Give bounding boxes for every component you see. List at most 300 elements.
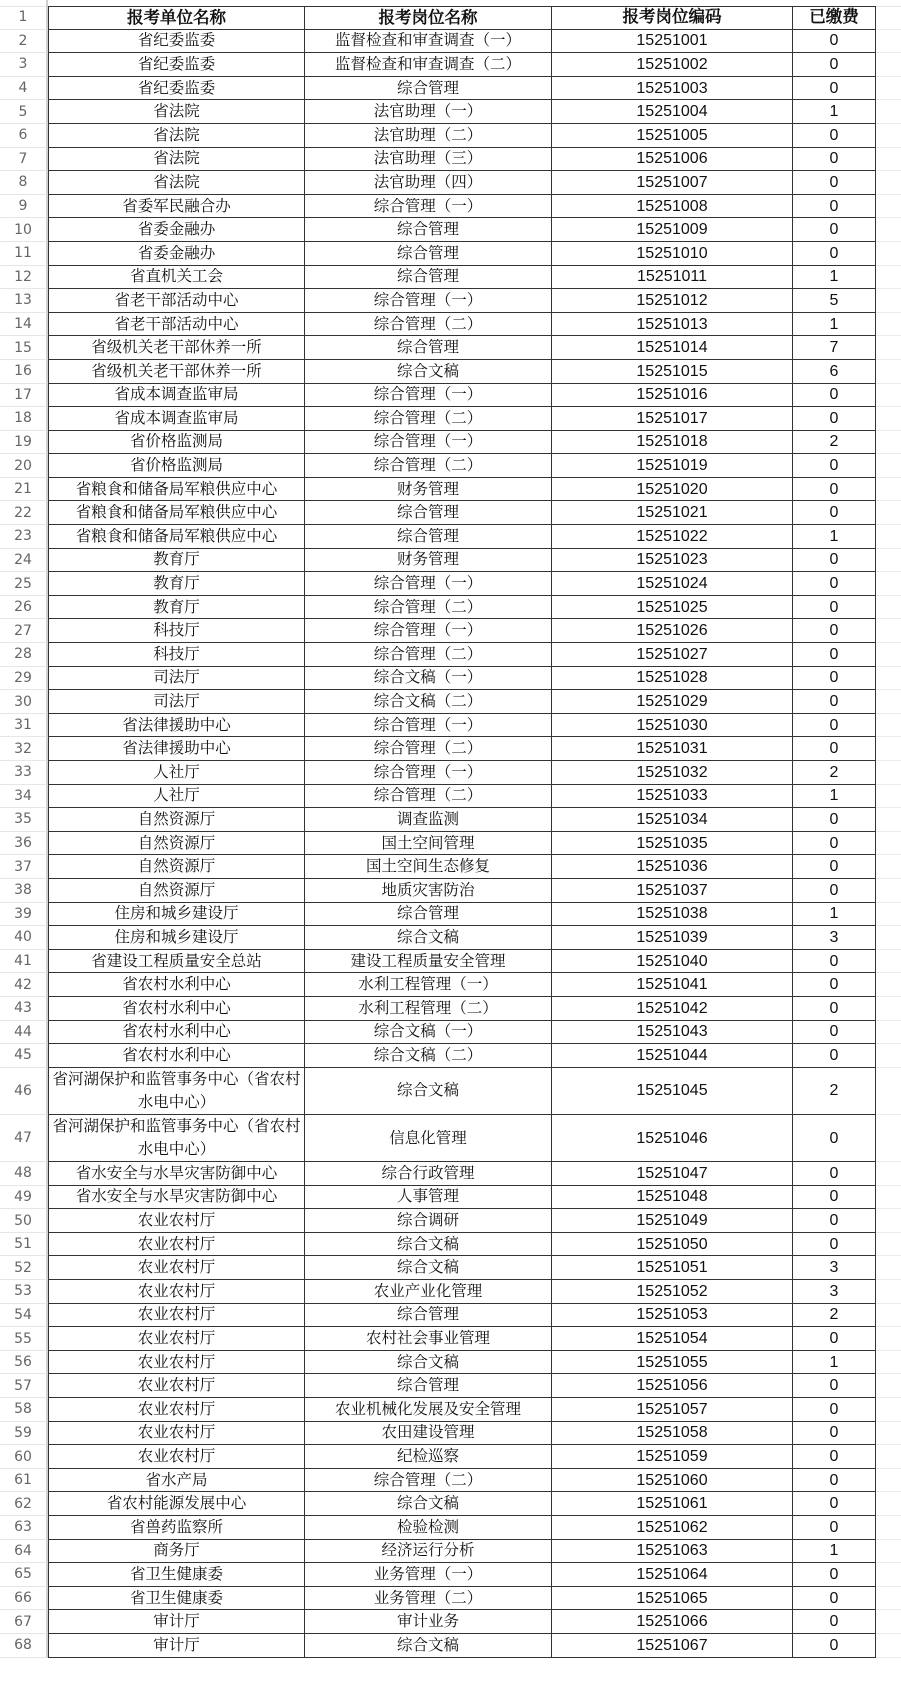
cell-post-code[interactable]: 15251047 — [552, 1162, 793, 1186]
cell-paid-count[interactable]: 0 — [793, 596, 876, 620]
cell-post-code[interactable]: 15251067 — [552, 1634, 793, 1658]
cell-post-name[interactable]: 综合文稿（一） — [305, 667, 552, 691]
empty-cell[interactable] — [876, 289, 901, 313]
empty-cell[interactable] — [876, 1021, 901, 1045]
cell-unit-name[interactable]: 科技厅 — [48, 643, 305, 667]
cell-post-code[interactable]: 15251015 — [552, 360, 793, 384]
cell-paid-count[interactable]: 0 — [793, 124, 876, 148]
cell-post-name[interactable]: 综合管理（二） — [305, 737, 552, 761]
row-number[interactable]: 10 — [0, 218, 48, 242]
cell-post-code[interactable]: 15251045 — [552, 1068, 793, 1115]
cell-paid-count[interactable]: 0 — [793, 478, 876, 502]
row-number[interactable]: 39 — [0, 903, 48, 927]
cell-unit-name[interactable]: 省河湖保护和监管事务中心（省农村水电中心） — [48, 1115, 305, 1162]
cell-unit-name[interactable]: 住房和城乡建设厅 — [48, 926, 305, 950]
cell-unit-name[interactable]: 农业农村厅 — [48, 1233, 305, 1257]
empty-cell[interactable] — [876, 1587, 901, 1611]
cell-post-code[interactable]: 15251002 — [552, 53, 793, 77]
cell-unit-name[interactable]: 省法律援助中心 — [48, 737, 305, 761]
row-number[interactable]: 19 — [0, 431, 48, 455]
row-number[interactable]: 20 — [0, 454, 48, 478]
cell-post-code[interactable]: 15251001 — [552, 30, 793, 54]
empty-cell[interactable] — [876, 855, 901, 879]
cell-post-name[interactable]: 国土空间生态修复 — [305, 855, 552, 879]
empty-cell[interactable] — [876, 501, 901, 525]
row-number[interactable]: 33 — [0, 761, 48, 785]
cell-post-name[interactable]: 综合管理（二） — [305, 643, 552, 667]
row-number[interactable]: 16 — [0, 360, 48, 384]
cell-paid-count[interactable]: 2 — [793, 431, 876, 455]
cell-paid-count[interactable]: 0 — [793, 690, 876, 714]
cell-unit-name[interactable]: 农业农村厅 — [48, 1445, 305, 1469]
row-number[interactable]: 23 — [0, 525, 48, 549]
cell-post-code[interactable]: 15251051 — [552, 1256, 793, 1280]
empty-cell[interactable] — [876, 360, 901, 384]
cell-paid-count[interactable]: 1 — [793, 266, 876, 290]
empty-cell[interactable] — [876, 997, 901, 1021]
cell-post-name[interactable]: 综合管理（二） — [305, 407, 552, 431]
empty-cell[interactable] — [876, 1422, 901, 1446]
cell-paid-count[interactable]: 7 — [793, 336, 876, 360]
cell-paid-count[interactable]: 0 — [793, 1209, 876, 1233]
cell-post-name[interactable]: 审计业务 — [305, 1610, 552, 1634]
empty-cell[interactable] — [876, 1398, 901, 1422]
empty-cell[interactable] — [876, 1304, 901, 1328]
cell-paid-count[interactable]: 0 — [793, 643, 876, 667]
cell-post-name[interactable]: 法官助理（三） — [305, 148, 552, 172]
row-number[interactable]: 46 — [0, 1068, 48, 1115]
cell-unit-name[interactable]: 省水安全与水旱灾害防御中心 — [48, 1186, 305, 1210]
empty-cell[interactable] — [876, 903, 901, 927]
row-number[interactable]: 26 — [0, 596, 48, 620]
cell-unit-name[interactable]: 商务厅 — [48, 1540, 305, 1564]
empty-cell[interactable] — [876, 6, 901, 30]
cell-post-name[interactable]: 综合管理（一） — [305, 761, 552, 785]
cell-post-name[interactable]: 业务管理（一） — [305, 1563, 552, 1587]
cell-unit-name[interactable]: 省老干部活动中心 — [48, 289, 305, 313]
cell-post-code[interactable]: 15251007 — [552, 171, 793, 195]
cell-post-name[interactable]: 综合管理 — [305, 1304, 552, 1328]
cell-post-name[interactable]: 农村社会事业管理 — [305, 1327, 552, 1351]
row-number[interactable]: 53 — [0, 1280, 48, 1304]
cell-paid-count[interactable]: 0 — [793, 1492, 876, 1516]
empty-cell[interactable] — [876, 1162, 901, 1186]
row-number[interactable]: 64 — [0, 1540, 48, 1564]
cell-post-code[interactable]: 15251027 — [552, 643, 793, 667]
cell-post-name[interactable]: 综合管理（一） — [305, 384, 552, 408]
row-number[interactable]: 54 — [0, 1304, 48, 1328]
cell-paid-count[interactable]: 1 — [793, 1540, 876, 1564]
cell-post-code[interactable]: 15251030 — [552, 714, 793, 738]
cell-post-code[interactable]: 15251018 — [552, 431, 793, 455]
row-number[interactable]: 18 — [0, 407, 48, 431]
cell-post-code[interactable]: 15251024 — [552, 572, 793, 596]
cell-paid-count[interactable]: 5 — [793, 289, 876, 313]
cell-post-code[interactable]: 15251056 — [552, 1374, 793, 1398]
cell-post-name[interactable]: 综合文稿 — [305, 1233, 552, 1257]
row-number[interactable]: 8 — [0, 171, 48, 195]
cell-post-name[interactable]: 地质灾害防治 — [305, 879, 552, 903]
empty-cell[interactable] — [876, 431, 901, 455]
cell-post-code[interactable]: 15251022 — [552, 525, 793, 549]
row-number[interactable]: 68 — [0, 1634, 48, 1658]
cell-post-name[interactable]: 综合文稿 — [305, 1492, 552, 1516]
cell-post-name[interactable]: 业务管理（二） — [305, 1587, 552, 1611]
cell-unit-name[interactable]: 省委军民融合办 — [48, 195, 305, 219]
row-number[interactable]: 1 — [0, 6, 48, 30]
cell-paid-count[interactable]: 0 — [793, 1445, 876, 1469]
cell-post-name[interactable]: 综合管理 — [305, 266, 552, 290]
cell-paid-count[interactable]: 6 — [793, 360, 876, 384]
cell-paid-count[interactable]: 1 — [793, 903, 876, 927]
cell-post-code[interactable]: 15251046 — [552, 1115, 793, 1162]
cell-unit-name[interactable]: 省成本调查监审局 — [48, 407, 305, 431]
row-number[interactable]: 7 — [0, 148, 48, 172]
cell-post-name[interactable]: 水利工程管理（一） — [305, 973, 552, 997]
empty-cell[interactable] — [876, 1044, 901, 1068]
row-number[interactable]: 13 — [0, 289, 48, 313]
empty-cell[interactable] — [876, 171, 901, 195]
empty-cell[interactable] — [876, 407, 901, 431]
empty-cell[interactable] — [876, 1327, 901, 1351]
cell-paid-count[interactable]: 0 — [793, 148, 876, 172]
empty-cell[interactable] — [876, 1186, 901, 1210]
cell-post-name[interactable]: 纪检巡察 — [305, 1445, 552, 1469]
cell-unit-name[interactable]: 审计厅 — [48, 1610, 305, 1634]
column-header-unit[interactable]: 报考单位名称 — [48, 6, 305, 30]
empty-cell[interactable] — [876, 1374, 901, 1398]
cell-paid-count[interactable]: 0 — [793, 218, 876, 242]
cell-post-code[interactable]: 15251043 — [552, 1021, 793, 1045]
cell-unit-name[interactable]: 省粮食和储备局军粮供应中心 — [48, 525, 305, 549]
empty-cell[interactable] — [876, 572, 901, 596]
cell-unit-name[interactable]: 住房和城乡建设厅 — [48, 903, 305, 927]
empty-cell[interactable] — [876, 1445, 901, 1469]
cell-paid-count[interactable]: 0 — [793, 1469, 876, 1493]
cell-post-name[interactable]: 调查监测 — [305, 808, 552, 832]
cell-unit-name[interactable]: 省价格监测局 — [48, 431, 305, 455]
cell-post-code[interactable]: 15251064 — [552, 1563, 793, 1587]
empty-cell[interactable] — [876, 195, 901, 219]
cell-post-name[interactable]: 综合文稿 — [305, 1068, 552, 1115]
cell-post-code[interactable]: 15251028 — [552, 667, 793, 691]
empty-cell[interactable] — [876, 384, 901, 408]
cell-post-code[interactable]: 15251035 — [552, 832, 793, 856]
cell-post-code[interactable]: 15251017 — [552, 407, 793, 431]
empty-cell[interactable] — [876, 832, 901, 856]
cell-post-code[interactable]: 15251009 — [552, 218, 793, 242]
cell-paid-count[interactable]: 1 — [793, 525, 876, 549]
row-number[interactable]: 14 — [0, 313, 48, 337]
cell-paid-count[interactable]: 1 — [793, 100, 876, 124]
cell-post-code[interactable]: 15251042 — [552, 997, 793, 1021]
row-number[interactable]: 31 — [0, 714, 48, 738]
row-number[interactable]: 25 — [0, 572, 48, 596]
cell-post-code[interactable]: 15251016 — [552, 384, 793, 408]
row-number[interactable]: 40 — [0, 926, 48, 950]
cell-post-name[interactable]: 法官助理（一） — [305, 100, 552, 124]
cell-paid-count[interactable]: 0 — [793, 1374, 876, 1398]
cell-paid-count[interactable]: 0 — [793, 1021, 876, 1045]
cell-unit-name[interactable]: 省农村水利中心 — [48, 1044, 305, 1068]
empty-cell[interactable] — [876, 785, 901, 809]
empty-cell[interactable] — [876, 1256, 901, 1280]
empty-cell[interactable] — [876, 761, 901, 785]
cell-paid-count[interactable]: 0 — [793, 667, 876, 691]
row-number[interactable]: 32 — [0, 737, 48, 761]
cell-paid-count[interactable]: 0 — [793, 1634, 876, 1658]
cell-paid-count[interactable]: 0 — [793, 1115, 876, 1162]
row-number[interactable]: 50 — [0, 1209, 48, 1233]
cell-paid-count[interactable]: 0 — [793, 30, 876, 54]
cell-paid-count[interactable]: 0 — [793, 1563, 876, 1587]
cell-post-code[interactable]: 15251049 — [552, 1209, 793, 1233]
row-number[interactable]: 49 — [0, 1186, 48, 1210]
cell-post-name[interactable]: 农业产业化管理 — [305, 1280, 552, 1304]
cell-post-name[interactable]: 综合管理（二） — [305, 313, 552, 337]
cell-paid-count[interactable]: 2 — [793, 1068, 876, 1115]
cell-post-name[interactable]: 综合文稿 — [305, 1634, 552, 1658]
cell-post-name[interactable]: 综合管理（一） — [305, 195, 552, 219]
empty-cell[interactable] — [876, 336, 901, 360]
cell-post-code[interactable]: 15251052 — [552, 1280, 793, 1304]
cell-unit-name[interactable]: 省纪委监委 — [48, 53, 305, 77]
cell-unit-name[interactable]: 省水产局 — [48, 1469, 305, 1493]
empty-cell[interactable] — [876, 1115, 901, 1162]
empty-cell[interactable] — [876, 1610, 901, 1634]
cell-paid-count[interactable]: 0 — [793, 1610, 876, 1634]
cell-post-code[interactable]: 15251063 — [552, 1540, 793, 1564]
cell-unit-name[interactable]: 农业农村厅 — [48, 1280, 305, 1304]
cell-post-name[interactable]: 水利工程管理（二） — [305, 997, 552, 1021]
cell-post-name[interactable]: 综合管理 — [305, 242, 552, 266]
cell-unit-name[interactable]: 省粮食和储备局军粮供应中心 — [48, 501, 305, 525]
cell-post-code[interactable]: 15251048 — [552, 1186, 793, 1210]
cell-unit-name[interactable]: 农业农村厅 — [48, 1256, 305, 1280]
cell-post-name[interactable]: 综合文稿 — [305, 1351, 552, 1375]
cell-paid-count[interactable]: 0 — [793, 997, 876, 1021]
row-number[interactable]: 27 — [0, 619, 48, 643]
empty-cell[interactable] — [876, 667, 901, 691]
cell-post-name[interactable]: 综合管理（二） — [305, 596, 552, 620]
row-number[interactable]: 30 — [0, 690, 48, 714]
cell-unit-name[interactable]: 农业农村厅 — [48, 1327, 305, 1351]
cell-post-name[interactable]: 人事管理 — [305, 1186, 552, 1210]
empty-cell[interactable] — [876, 1563, 901, 1587]
empty-cell[interactable] — [876, 1233, 901, 1257]
cell-paid-count[interactable]: 0 — [793, 1587, 876, 1611]
cell-paid-count[interactable]: 0 — [793, 1398, 876, 1422]
cell-unit-name[interactable]: 农业农村厅 — [48, 1374, 305, 1398]
row-number[interactable]: 2 — [0, 30, 48, 54]
row-number[interactable]: 24 — [0, 549, 48, 573]
cell-paid-count[interactable]: 0 — [793, 549, 876, 573]
cell-post-code[interactable]: 15251004 — [552, 100, 793, 124]
cell-post-code[interactable]: 15251011 — [552, 266, 793, 290]
cell-unit-name[interactable]: 省兽药监察所 — [48, 1516, 305, 1540]
cell-unit-name[interactable]: 人社厅 — [48, 761, 305, 785]
row-number[interactable]: 42 — [0, 973, 48, 997]
row-number[interactable]: 34 — [0, 785, 48, 809]
cell-paid-count[interactable]: 0 — [793, 832, 876, 856]
cell-unit-name[interactable]: 司法厅 — [48, 667, 305, 691]
row-number[interactable]: 67 — [0, 1610, 48, 1634]
empty-cell[interactable] — [876, 737, 901, 761]
cell-unit-name[interactable]: 自然资源厅 — [48, 832, 305, 856]
row-number[interactable]: 57 — [0, 1374, 48, 1398]
cell-post-name[interactable]: 综合管理 — [305, 525, 552, 549]
cell-unit-name[interactable]: 省老干部活动中心 — [48, 313, 305, 337]
cell-post-name[interactable]: 综合管理（一） — [305, 289, 552, 313]
cell-post-name[interactable]: 综合文稿（一） — [305, 1021, 552, 1045]
row-number[interactable]: 21 — [0, 478, 48, 502]
cell-post-code[interactable]: 15251038 — [552, 903, 793, 927]
row-number[interactable]: 29 — [0, 667, 48, 691]
empty-cell[interactable] — [876, 454, 901, 478]
row-number[interactable]: 15 — [0, 336, 48, 360]
cell-paid-count[interactable]: 0 — [793, 195, 876, 219]
empty-cell[interactable] — [876, 148, 901, 172]
empty-cell[interactable] — [876, 926, 901, 950]
cell-unit-name[interactable]: 省法院 — [48, 171, 305, 195]
cell-post-code[interactable]: 15251055 — [552, 1351, 793, 1375]
row-number[interactable]: 4 — [0, 77, 48, 101]
row-number[interactable]: 59 — [0, 1422, 48, 1446]
cell-post-code[interactable]: 15251026 — [552, 619, 793, 643]
cell-post-code[interactable]: 15251019 — [552, 454, 793, 478]
cell-unit-name[interactable]: 科技厅 — [48, 619, 305, 643]
cell-unit-name[interactable]: 省农村水利中心 — [48, 997, 305, 1021]
cell-post-code[interactable]: 15251023 — [552, 549, 793, 573]
cell-post-code[interactable]: 15251053 — [552, 1304, 793, 1328]
cell-paid-count[interactable]: 2 — [793, 1304, 876, 1328]
empty-cell[interactable] — [876, 53, 901, 77]
cell-post-code[interactable]: 15251014 — [552, 336, 793, 360]
empty-cell[interactable] — [876, 596, 901, 620]
cell-unit-name[interactable]: 司法厅 — [48, 690, 305, 714]
cell-paid-count[interactable]: 0 — [793, 950, 876, 974]
cell-post-name[interactable]: 财务管理 — [305, 549, 552, 573]
cell-paid-count[interactable]: 0 — [793, 384, 876, 408]
row-number[interactable]: 55 — [0, 1327, 48, 1351]
empty-cell[interactable] — [876, 643, 901, 667]
cell-paid-count[interactable]: 0 — [793, 1422, 876, 1446]
cell-paid-count[interactable]: 0 — [793, 454, 876, 478]
row-number[interactable]: 35 — [0, 808, 48, 832]
cell-unit-name[interactable]: 农业农村厅 — [48, 1304, 305, 1328]
empty-cell[interactable] — [876, 1634, 901, 1658]
row-number[interactable]: 43 — [0, 997, 48, 1021]
row-number[interactable]: 56 — [0, 1351, 48, 1375]
cell-post-code[interactable]: 15251031 — [552, 737, 793, 761]
cell-post-name[interactable]: 农业机械化发展及安全管理 — [305, 1398, 552, 1422]
cell-post-name[interactable]: 监督检查和审查调查（二） — [305, 53, 552, 77]
cell-post-name[interactable]: 检验检测 — [305, 1516, 552, 1540]
cell-post-name[interactable]: 综合管理 — [305, 1374, 552, 1398]
cell-post-name[interactable]: 法官助理（四） — [305, 171, 552, 195]
cell-post-name[interactable]: 综合管理（一） — [305, 431, 552, 455]
cell-post-code[interactable]: 15251029 — [552, 690, 793, 714]
empty-cell[interactable] — [876, 549, 901, 573]
row-number[interactable]: 36 — [0, 832, 48, 856]
cell-post-name[interactable]: 综合文稿（二） — [305, 1044, 552, 1068]
cell-post-code[interactable]: 15251036 — [552, 855, 793, 879]
cell-post-name[interactable]: 综合行政管理 — [305, 1162, 552, 1186]
cell-post-name[interactable]: 综合文稿 — [305, 1256, 552, 1280]
cell-post-code[interactable]: 15251039 — [552, 926, 793, 950]
cell-paid-count[interactable]: 0 — [793, 879, 876, 903]
cell-unit-name[interactable]: 省法律援助中心 — [48, 714, 305, 738]
row-number[interactable]: 62 — [0, 1492, 48, 1516]
cell-unit-name[interactable]: 自然资源厅 — [48, 855, 305, 879]
cell-post-name[interactable]: 综合管理（一） — [305, 572, 552, 596]
cell-unit-name[interactable]: 省委金融办 — [48, 218, 305, 242]
cell-post-code[interactable]: 15251003 — [552, 77, 793, 101]
row-number[interactable]: 51 — [0, 1233, 48, 1257]
cell-post-code[interactable]: 15251012 — [552, 289, 793, 313]
cell-paid-count[interactable]: 0 — [793, 1162, 876, 1186]
cell-post-name[interactable]: 财务管理 — [305, 478, 552, 502]
cell-paid-count[interactable]: 0 — [793, 1186, 876, 1210]
empty-cell[interactable] — [876, 1209, 901, 1233]
cell-post-name[interactable]: 综合调研 — [305, 1209, 552, 1233]
row-number[interactable]: 48 — [0, 1162, 48, 1186]
cell-post-code[interactable]: 15251041 — [552, 973, 793, 997]
empty-cell[interactable] — [876, 950, 901, 974]
cell-unit-name[interactable]: 农业农村厅 — [48, 1351, 305, 1375]
empty-cell[interactable] — [876, 100, 901, 124]
column-header-code[interactable]: 报考岗位编码 — [552, 6, 793, 30]
cell-post-name[interactable]: 综合管理（一） — [305, 619, 552, 643]
empty-cell[interactable] — [876, 1516, 901, 1540]
cell-unit-name[interactable]: 省粮食和储备局军粮供应中心 — [48, 478, 305, 502]
cell-post-code[interactable]: 15251061 — [552, 1492, 793, 1516]
cell-post-code[interactable]: 15251062 — [552, 1516, 793, 1540]
cell-paid-count[interactable]: 0 — [793, 737, 876, 761]
cell-unit-name[interactable]: 教育厅 — [48, 572, 305, 596]
cell-unit-name[interactable]: 省农村能源发展中心 — [48, 1492, 305, 1516]
cell-post-code[interactable]: 15251025 — [552, 596, 793, 620]
row-number[interactable]: 37 — [0, 855, 48, 879]
cell-post-name[interactable]: 综合管理 — [305, 501, 552, 525]
row-number[interactable]: 45 — [0, 1044, 48, 1068]
cell-post-code[interactable]: 15251020 — [552, 478, 793, 502]
cell-post-name[interactable]: 综合管理 — [305, 336, 552, 360]
row-number[interactable]: 61 — [0, 1469, 48, 1493]
cell-unit-name[interactable]: 省河湖保护和监管事务中心（省农村水电中心） — [48, 1068, 305, 1115]
cell-post-code[interactable]: 15251044 — [552, 1044, 793, 1068]
cell-unit-name[interactable]: 省法院 — [48, 100, 305, 124]
cell-post-code[interactable]: 15251040 — [552, 950, 793, 974]
cell-post-code[interactable]: 15251054 — [552, 1327, 793, 1351]
cell-unit-name[interactable]: 省纪委监委 — [48, 77, 305, 101]
row-number[interactable]: 63 — [0, 1516, 48, 1540]
row-number[interactable]: 66 — [0, 1587, 48, 1611]
cell-post-code[interactable]: 15251058 — [552, 1422, 793, 1446]
empty-cell[interactable] — [876, 218, 901, 242]
cell-unit-name[interactable]: 省法院 — [48, 124, 305, 148]
row-number[interactable]: 65 — [0, 1563, 48, 1587]
cell-post-name[interactable]: 综合文稿（二） — [305, 690, 552, 714]
row-number[interactable]: 38 — [0, 879, 48, 903]
column-header-paid[interactable]: 已缴费 — [793, 6, 876, 30]
row-number[interactable]: 17 — [0, 384, 48, 408]
cell-post-code[interactable]: 15251032 — [552, 761, 793, 785]
empty-cell[interactable] — [876, 879, 901, 903]
row-number[interactable]: 9 — [0, 195, 48, 219]
cell-unit-name[interactable]: 教育厅 — [48, 596, 305, 620]
cell-unit-name[interactable]: 农业农村厅 — [48, 1422, 305, 1446]
